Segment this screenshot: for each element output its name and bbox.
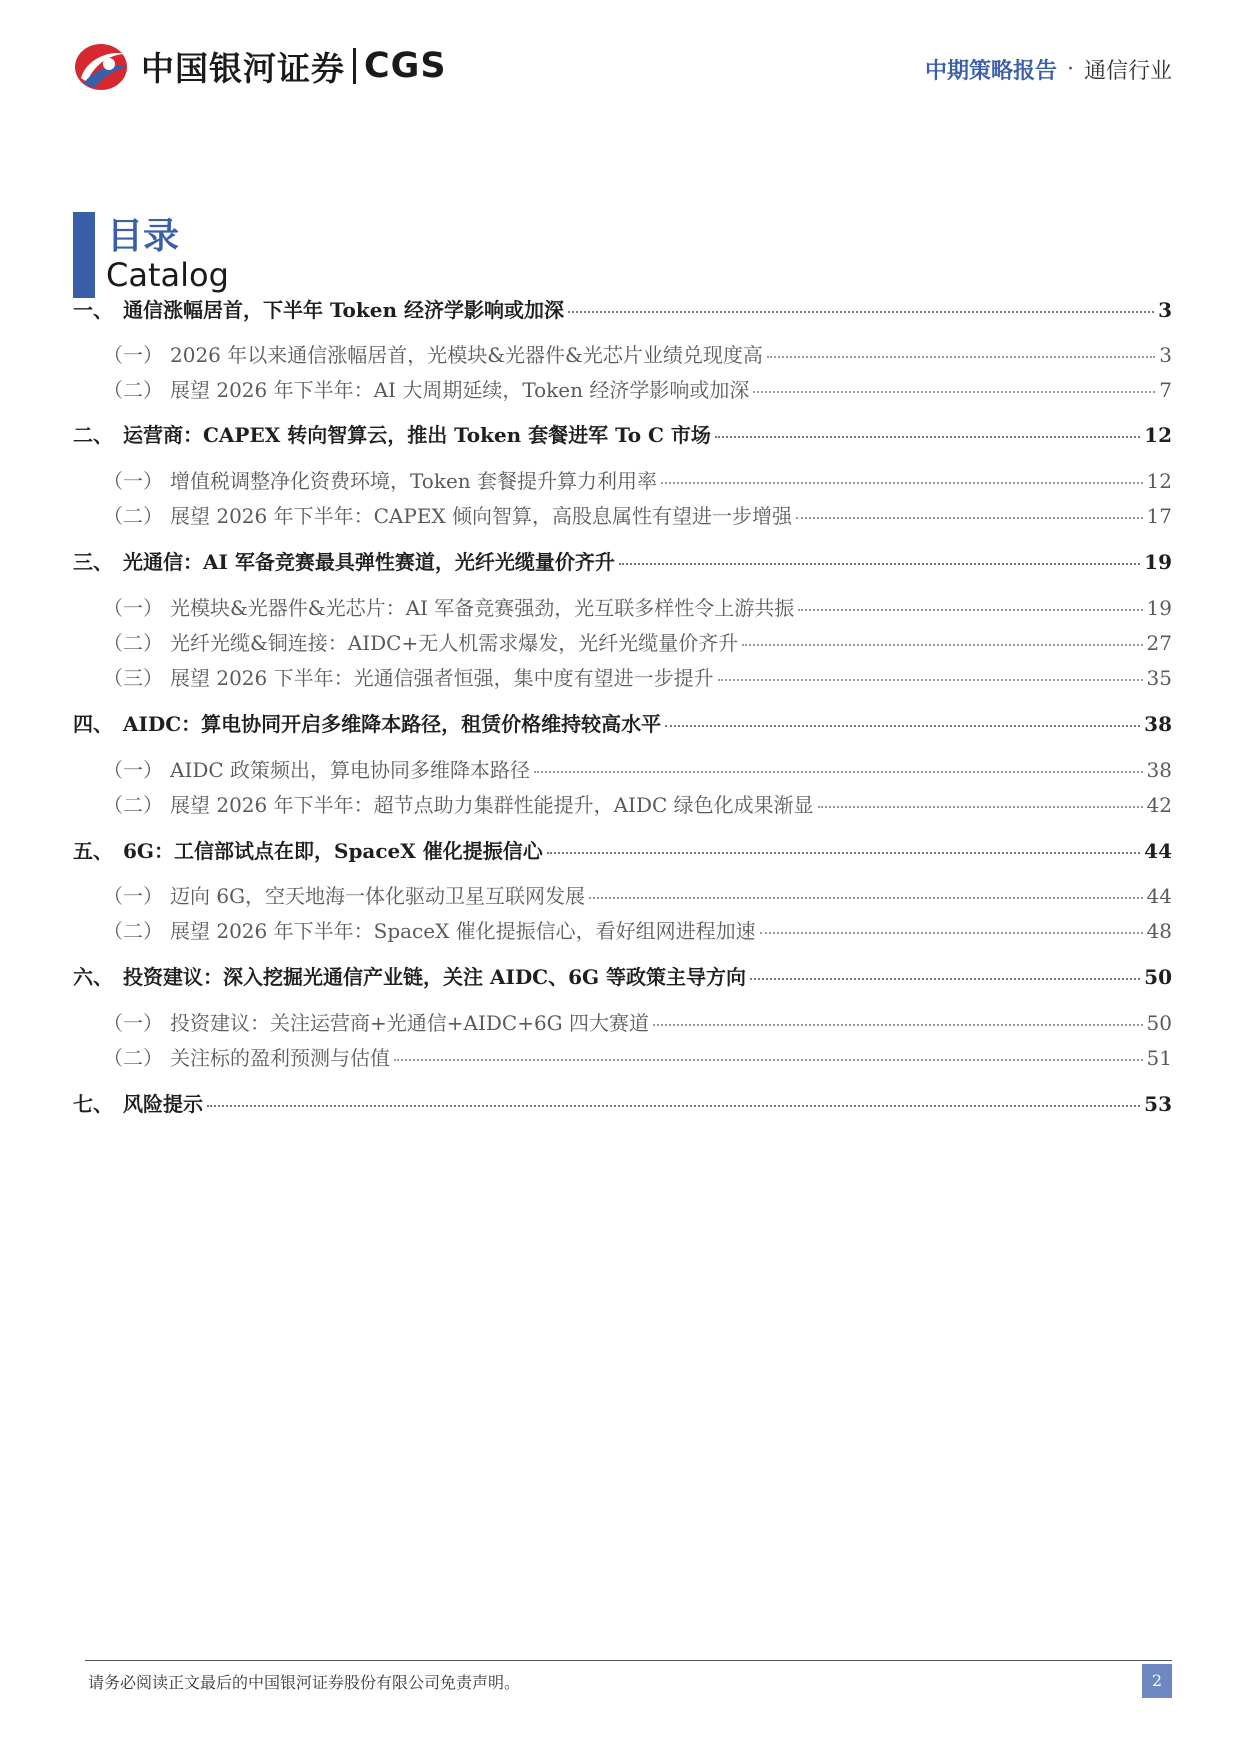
toc-entry-page: 38 — [1146, 758, 1172, 782]
toc-entry-title: 投资建议：深入挖掘光通信产业链，关注 AIDC、6G 等政策主导方向 — [123, 965, 747, 989]
toc-entry-page: 50 — [1144, 965, 1172, 989]
toc-entry-number: 四、 — [73, 712, 113, 736]
toc-entry-number: （一） — [103, 343, 163, 367]
report-tag — [925, 54, 1172, 85]
toc-entry-number: （二） — [103, 504, 163, 528]
toc-entry-page: 7 — [1159, 378, 1172, 402]
toc-entry-title: 光通信：AI 军备竞赛最具弹性赛道，光纤光缆量价齐升 — [123, 550, 615, 574]
toc-section-entry[interactable] — [73, 1088, 1172, 1117]
toc-entry-page: 27 — [1146, 631, 1172, 655]
toc-entry-title: 增值税调整净化资费环境，Token 套餐提升算力利用率 — [170, 469, 658, 493]
catalog-title-en: Catalog — [106, 256, 229, 294]
toc-entry-title: 展望 2026 年下半年：超节点助力集群性能提升，AIDC 绿色化成果渐显 — [170, 793, 814, 817]
toc-leader-dots — [661, 482, 1143, 484]
toc-entry-number: 五、 — [73, 839, 113, 863]
report-type: 中期策略报告 — [924, 58, 1057, 84]
toc-entry-page: 44 — [1146, 884, 1172, 908]
catalog-title-cn: 目录 — [107, 216, 180, 257]
toc-subsection-entry[interactable] — [73, 662, 1172, 691]
toc-entry-page: 3 — [1158, 298, 1172, 322]
page-number-badge: 2 — [1142, 1664, 1172, 1698]
toc-section-entry[interactable] — [73, 708, 1172, 737]
toc-entry-title: 运营商：CAPEX 转向智算云，推出 Token 套餐进军 To C 市场 — [123, 423, 711, 447]
toc-entry-page: 12 — [1144, 423, 1172, 447]
toc-leader-dots — [753, 391, 1155, 393]
toc-leader-dots — [818, 806, 1143, 808]
toc-entry-title: 展望 2026 年下半年：AI 大周期延续，Token 经济学影响或加深 — [170, 378, 750, 402]
toc-leader-dots — [796, 517, 1143, 519]
logo-chinese-name: 中国银河证券 — [141, 48, 345, 88]
company-logo — [73, 40, 447, 92]
report-tag-separator: · — [1066, 57, 1074, 82]
toc-leader-dots — [715, 436, 1140, 438]
toc-entry-number: （二） — [103, 378, 163, 402]
toc-entry-number: 三、 — [73, 550, 113, 574]
toc-entry-page: 3 — [1159, 343, 1172, 367]
toc-entry-page: 42 — [1146, 793, 1172, 817]
toc-entry-title: 关注标的盈利预测与估值 — [170, 1046, 390, 1070]
toc-leader-dots — [568, 311, 1154, 313]
toc-entry-number: （一） — [103, 469, 163, 493]
toc-entry-page: 17 — [1146, 504, 1172, 528]
toc-subsection-entry[interactable] — [73, 339, 1172, 368]
toc-entry-title: AIDC 政策频出，算电协同多维降本路径 — [170, 758, 531, 782]
toc-entry-page: 51 — [1146, 1046, 1172, 1070]
toc-leader-dots — [653, 1024, 1143, 1026]
page-header — [0, 0, 1241, 110]
toc-entry-number: 七、 — [73, 1092, 113, 1116]
toc-leader-dots — [534, 771, 1143, 773]
toc-entry-number: 二、 — [73, 423, 113, 447]
footer-divider — [85, 1660, 1172, 1661]
toc-entry-number: （一） — [103, 596, 163, 620]
toc-section-entry[interactable] — [73, 294, 1172, 323]
toc-subsection-entry[interactable] — [73, 592, 1172, 621]
toc-entry-title: 2026 年以来通信涨幅居首，光模块&光器件&光芯片业绩兑现度高 — [170, 343, 763, 367]
toc-section-entry[interactable] — [73, 835, 1172, 864]
footer-disclaimer: 请务必阅读正文最后的中国银河证券股份有限公司免责声明。 — [88, 1673, 521, 1692]
toc-leader-dots — [767, 356, 1155, 358]
toc-leader-dots — [760, 932, 1143, 934]
toc-entry-title: AIDC：算电协同开启多维降本路径，租赁价格维持较高水平 — [123, 712, 662, 736]
toc-leader-dots — [718, 679, 1143, 681]
toc-entry-title: 光纤光缆&铜连接：AIDC+无人机需求爆发，光纤光缆量价齐升 — [170, 631, 739, 655]
toc-entry-number: （一） — [103, 758, 163, 782]
toc-entry-number: （一） — [103, 884, 163, 908]
toc-entry-number: （三） — [103, 666, 163, 690]
toc-entry-title: 6G：工信部试点在即，SpaceX 催化提振信心 — [123, 839, 543, 863]
toc-entry-title: 展望 2026 下半年：光通信强者恒强，集中度有望进一步提升 — [170, 666, 714, 690]
toc-leader-dots — [750, 978, 1140, 980]
toc-entry-title: 光模块&光器件&光芯片：AI 军备竞赛强劲，光互联多样性令上游共振 — [170, 596, 795, 620]
logo-english-name: CGS — [364, 46, 447, 86]
toc-leader-dots — [665, 725, 1140, 727]
toc-section-entry[interactable] — [73, 546, 1172, 575]
toc-subsection-entry[interactable] — [73, 915, 1172, 944]
toc-entry-page: 38 — [1144, 712, 1172, 736]
toc-entry-number: （二） — [103, 793, 163, 817]
toc-subsection-entry[interactable] — [73, 880, 1172, 909]
report-industry: 通信行业 — [1083, 59, 1172, 84]
toc-subsection-entry[interactable] — [73, 789, 1172, 818]
toc-entry-page: 50 — [1146, 1011, 1172, 1035]
toc-entry-page: 12 — [1146, 469, 1172, 493]
toc-subsection-entry[interactable] — [73, 754, 1172, 783]
toc-entry-number: （二） — [103, 1046, 163, 1070]
toc-entry-number: 六、 — [73, 965, 113, 989]
toc-section-entry[interactable] — [73, 419, 1172, 448]
toc-entry-number: （二） — [103, 631, 163, 655]
toc-entry-page: 35 — [1146, 666, 1172, 690]
toc-leader-dots — [589, 897, 1142, 899]
toc-subsection-entry[interactable] — [73, 627, 1172, 656]
toc-entry-title: 风险提示 — [123, 1092, 203, 1116]
toc-entry-number: （一） — [103, 1011, 163, 1035]
toc-entry-title: 通信涨幅居首，下半年 Token 经济学影响或加深 — [123, 298, 564, 322]
toc-entry-title: 迈向 6G，空天地海一体化驱动卫星互联网发展 — [170, 884, 586, 908]
toc-section-entry[interactable] — [73, 961, 1172, 990]
toc-entry-title: 投资建议：关注运营商+光通信+AIDC+6G 四大赛道 — [170, 1011, 650, 1035]
toc-entry-title: 展望 2026 年下半年：CAPEX 倾向智算，高股息属性有望进一步增强 — [170, 504, 793, 528]
toc-subsection-entry[interactable] — [73, 1042, 1172, 1071]
logo-divider — [353, 48, 356, 84]
toc-entry-page: 53 — [1144, 1092, 1172, 1116]
catalog-accent-bar — [73, 212, 95, 298]
toc-subsection-entry[interactable] — [73, 1007, 1172, 1036]
toc-entry-page: 19 — [1146, 596, 1172, 620]
toc-entry-number: 一、 — [73, 298, 113, 322]
toc-subsection-entry[interactable] — [73, 465, 1172, 494]
toc-entry-title: 展望 2026 年下半年：SpaceX 催化提振信心，看好组网进程加速 — [170, 919, 756, 943]
toc-entry-number: （二） — [103, 919, 163, 943]
toc-leader-dots — [547, 852, 1140, 854]
toc-leader-dots — [207, 1105, 1140, 1107]
toc-subsection-entry[interactable] — [73, 500, 1172, 529]
toc-subsection-entry[interactable] — [73, 374, 1172, 403]
galaxy-logo-icon — [73, 40, 129, 92]
toc-entry-page: 48 — [1146, 919, 1172, 943]
toc-leader-dots — [394, 1059, 1143, 1061]
toc-entry-page: 19 — [1144, 550, 1172, 574]
toc-leader-dots — [619, 563, 1140, 565]
toc-entry-page: 44 — [1144, 839, 1172, 863]
toc-leader-dots — [742, 644, 1142, 646]
toc-leader-dots — [798, 609, 1142, 611]
